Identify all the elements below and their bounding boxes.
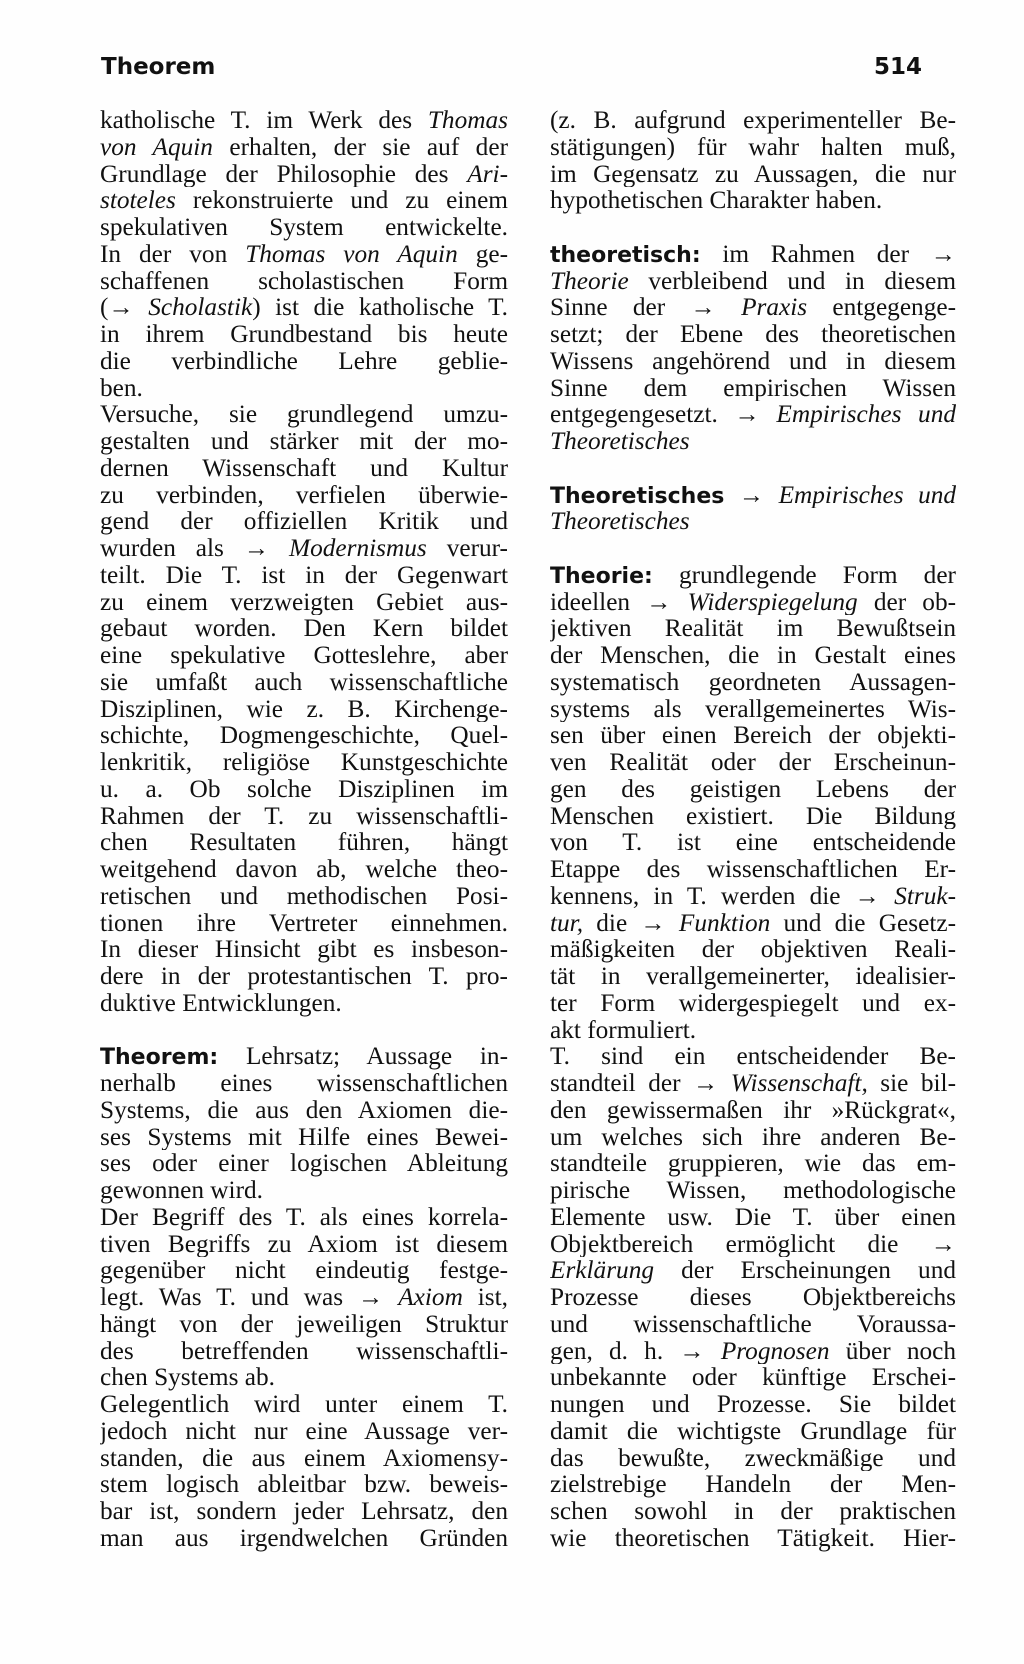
left-column bbox=[100, 107, 508, 1552]
body-text: setzt; der Ebene des theoretischen bbox=[550, 321, 956, 348]
text-line bbox=[100, 107, 508, 134]
body-text: gend der offiziellen Kritik und bbox=[100, 508, 508, 535]
body-text: stätigungen) für wahr halten muß, bbox=[550, 133, 956, 161]
text-line bbox=[100, 749, 508, 776]
body-text: Gelegentlich wird unter einem T. bbox=[100, 1391, 508, 1418]
body-text: das bewußte, zweckmäßige und bbox=[550, 1444, 956, 1472]
cross-reference-term: Empirisches und bbox=[776, 401, 956, 428]
body-text: Lehrsatz; Aussage in- bbox=[218, 1043, 508, 1070]
text-line bbox=[550, 375, 956, 402]
body-text: damit die wichtigste Grundlage für bbox=[550, 1417, 956, 1445]
text-line bbox=[550, 1391, 956, 1418]
body-text: pirische Wissen, methodologische bbox=[550, 1177, 956, 1204]
entry-headword: Theorem: bbox=[100, 1045, 219, 1070]
text-line bbox=[100, 294, 508, 321]
cross-reference-term: Erklärung bbox=[550, 1257, 654, 1284]
cross-reference-term: Scholastik bbox=[148, 294, 253, 321]
text-line bbox=[550, 642, 956, 669]
body-text: ses Systems mit Hilfe eines Bewei- bbox=[100, 1123, 508, 1151]
body-text: den gewissermaßen ihr »Rückgrat«, bbox=[550, 1096, 956, 1124]
cross-reference-term: Modernismus bbox=[289, 535, 427, 562]
body-text bbox=[705, 1338, 721, 1365]
text-line bbox=[550, 1338, 956, 1365]
body-text bbox=[880, 883, 894, 910]
body-text: entgegengesetzt. bbox=[550, 401, 735, 428]
body-text bbox=[269, 535, 289, 562]
text-line bbox=[550, 1177, 956, 1204]
text-line bbox=[550, 963, 956, 990]
body-text: weitgehend davon ab, welche theo- bbox=[100, 856, 508, 883]
text-line bbox=[550, 1498, 956, 1525]
body-text: zu verbinden, verfielen überwie- bbox=[100, 481, 508, 509]
body-text: ideellen bbox=[550, 588, 647, 616]
text-line bbox=[550, 1525, 956, 1552]
body-text: Wissens angehörend und in diesem bbox=[550, 347, 956, 375]
cross-reference-arrow: → bbox=[930, 240, 956, 268]
body-text: hängt von der jeweiligen Struktur bbox=[100, 1310, 508, 1338]
body-text: zielstrebige Handeln der Men- bbox=[550, 1471, 956, 1498]
text-line bbox=[100, 990, 508, 1017]
cross-reference-term: Prognosen bbox=[720, 1337, 830, 1365]
body-text: Der Begriff des T. als eines korrela- bbox=[100, 1203, 508, 1231]
body-text: Elemente usw. Die T. über einen bbox=[550, 1203, 956, 1231]
cross-reference-arrow: → bbox=[690, 294, 716, 321]
body-text: systematisch geordneten Aussagen- bbox=[550, 668, 956, 696]
body-text bbox=[666, 910, 679, 937]
body-text: chen Systems ab. bbox=[100, 1364, 275, 1391]
entry-headword: Theoretisches bbox=[550, 483, 725, 509]
text-line bbox=[550, 134, 956, 161]
text-line bbox=[550, 1204, 956, 1231]
body-text bbox=[134, 294, 148, 321]
body-text: katholische T. im Werk des bbox=[100, 107, 428, 134]
body-text: zu einem verzweigten Gebiet aus- bbox=[100, 588, 508, 616]
text-line bbox=[100, 161, 508, 188]
body-text: dere in der protestantischen T. pro- bbox=[100, 963, 508, 990]
body-text: sie umfaßt auch wissenschaftliche bbox=[100, 668, 508, 696]
body-text: des betreffenden wissenschaftli- bbox=[100, 1337, 508, 1365]
body-text bbox=[716, 294, 741, 321]
text-line bbox=[100, 375, 508, 402]
text-line bbox=[550, 1097, 956, 1124]
body-text: tät in verallgemeinerter, idealisier- bbox=[550, 963, 956, 990]
text-line bbox=[100, 1231, 508, 1258]
body-text: entgegenge- bbox=[807, 294, 956, 321]
text-line bbox=[550, 1231, 956, 1258]
text-line bbox=[100, 669, 508, 696]
body-text: ter Form widergespiegelt und ex- bbox=[550, 989, 956, 1017]
text-line bbox=[550, 562, 956, 589]
text-line bbox=[100, 134, 508, 161]
text-line bbox=[100, 1070, 508, 1097]
body-text: schaffenen scholastischen Form bbox=[100, 267, 508, 295]
text-line bbox=[550, 187, 956, 214]
cross-reference-arrow: → bbox=[854, 882, 880, 910]
text-line bbox=[100, 401, 508, 428]
body-text: mäßigkeiten der objektiven Reali- bbox=[550, 936, 956, 963]
cross-reference-arrow: → bbox=[358, 1284, 384, 1311]
text-line bbox=[550, 348, 956, 375]
body-text: standteil der bbox=[550, 1070, 693, 1097]
text-line bbox=[550, 508, 956, 535]
body-text bbox=[760, 401, 777, 428]
cross-reference-term: Axiom bbox=[398, 1284, 463, 1311]
entry-headword: Theorie: bbox=[550, 563, 653, 589]
body-text: (z. B. aufgrund experimenteller Be- bbox=[550, 107, 956, 134]
text-line bbox=[100, 936, 508, 963]
body-text: Disziplinen, wie z. B. Kirchenge- bbox=[100, 695, 508, 723]
text-line bbox=[550, 589, 956, 616]
body-text: und die Gesetz- bbox=[770, 909, 956, 937]
right-column bbox=[550, 107, 956, 1552]
body-text: sen über einen Bereich der objekti- bbox=[550, 722, 956, 749]
body-text: standteile gruppieren, wie das em- bbox=[550, 1150, 956, 1177]
body-text: chen Resultaten führen, hängt bbox=[100, 829, 508, 856]
text-line bbox=[100, 803, 508, 830]
text-line bbox=[100, 1204, 508, 1231]
body-text: dernen Wissenschaft und Kultur bbox=[100, 454, 508, 482]
body-text: akt formuliert. bbox=[550, 1016, 697, 1044]
body-text: nerhalb eines wissenschaftlichen bbox=[100, 1070, 508, 1097]
entry-separator bbox=[100, 1017, 508, 1044]
text-line bbox=[550, 883, 956, 910]
text-line bbox=[550, 482, 956, 509]
body-text: duktive Entwicklungen. bbox=[100, 989, 342, 1017]
text-line bbox=[550, 1150, 956, 1177]
body-text: tionen ihre Vertreter einnehmen. bbox=[100, 909, 508, 937]
body-text: jektiven Realität im Bewußtsein bbox=[550, 615, 956, 642]
text-line bbox=[100, 187, 508, 214]
body-text: gen, d. h. bbox=[550, 1337, 680, 1365]
body-text: Versuche, sie grundlegend umzu- bbox=[100, 401, 508, 428]
text-line bbox=[550, 1017, 956, 1044]
body-text: im Gegensatz zu Aussagen, die nur bbox=[550, 160, 956, 188]
body-text: schichte, Dogmengeschichte, Quel- bbox=[100, 722, 508, 749]
body-text: man aus irgendwelchen Gründen bbox=[100, 1524, 508, 1552]
body-text: nungen und Prozesse. Sie bildet bbox=[550, 1391, 956, 1418]
text-line bbox=[100, 696, 508, 723]
body-text: ) ist die katholische T. bbox=[252, 294, 508, 321]
text-line bbox=[100, 1498, 508, 1525]
body-text bbox=[718, 1070, 730, 1097]
text-line bbox=[100, 856, 508, 883]
entry-separator bbox=[550, 535, 956, 562]
cross-reference-term: Empirisches und bbox=[778, 481, 956, 509]
cross-reference-arrow: → bbox=[692, 1070, 719, 1097]
body-text: Objektbereich ermöglicht die bbox=[550, 1230, 931, 1258]
body-text: jedoch nicht nur eine Aussage ver- bbox=[100, 1417, 508, 1445]
text-line bbox=[100, 535, 508, 562]
text-line bbox=[550, 241, 956, 268]
text-line bbox=[100, 562, 508, 589]
cross-reference-term: stoteles bbox=[100, 187, 176, 214]
body-text: ist, bbox=[462, 1284, 508, 1311]
body-text: Menschen existiert. Die Bildung bbox=[550, 802, 956, 830]
body-text: hypothetischen Charakter haben. bbox=[550, 187, 883, 214]
body-text: gen des geistigen Lebens der bbox=[550, 775, 956, 803]
body-text: Rahmen der T. zu wissenschaftli- bbox=[100, 802, 508, 830]
text-line bbox=[100, 1177, 508, 1204]
text-line bbox=[550, 669, 956, 696]
cross-reference-term: Theoretisches bbox=[550, 428, 690, 455]
body-text: grundlegende Form der bbox=[652, 561, 956, 589]
cross-reference-arrow: → bbox=[108, 294, 134, 321]
body-text: Sinne der bbox=[550, 294, 691, 321]
cross-reference-term: tur, bbox=[550, 909, 584, 937]
cross-reference-term: Ari- bbox=[467, 160, 508, 188]
body-text: um welches sich ihre anderen Be- bbox=[550, 1123, 956, 1151]
entry-separator bbox=[550, 214, 956, 241]
text-line bbox=[100, 829, 508, 856]
text-line bbox=[550, 722, 956, 749]
text-line bbox=[100, 428, 508, 455]
text-line bbox=[550, 1257, 956, 1284]
text-line bbox=[550, 1418, 956, 1445]
text-line bbox=[550, 1471, 956, 1498]
body-text: bar ist, sondern jeder Lehrsatz, den bbox=[100, 1498, 508, 1525]
body-text: In dieser Hinsicht gibt es insbeson- bbox=[100, 936, 508, 963]
body-text: ben. bbox=[100, 374, 143, 402]
cross-reference-term: Funktion bbox=[678, 909, 771, 937]
body-text: standen, die aus einem Axiomensy- bbox=[100, 1444, 508, 1472]
body-text bbox=[764, 482, 778, 509]
text-line bbox=[100, 455, 508, 482]
cross-reference-arrow: → bbox=[646, 588, 672, 616]
body-text: wurden als bbox=[100, 535, 244, 562]
body-text: ge- bbox=[457, 240, 508, 268]
cross-reference-arrow: → bbox=[679, 1337, 705, 1365]
text-line bbox=[550, 1364, 956, 1391]
body-text: verur- bbox=[426, 535, 508, 562]
body-text: die verbindliche Lehre geblie- bbox=[100, 347, 508, 375]
text-line bbox=[550, 936, 956, 963]
text-line bbox=[550, 829, 956, 856]
body-text: Etappe des wissenschaftlichen Er- bbox=[550, 856, 956, 883]
text-line bbox=[100, 482, 508, 509]
text-line bbox=[100, 241, 508, 268]
body-text bbox=[724, 482, 738, 509]
body-text: die bbox=[583, 909, 641, 937]
body-text: stem logisch ableitbar bzw. beweis- bbox=[100, 1471, 508, 1498]
body-text: gebaut worden. Den Kern bildet bbox=[100, 615, 508, 642]
text-line bbox=[100, 1284, 508, 1311]
text-line bbox=[100, 1043, 508, 1070]
body-text: der Erscheinungen und bbox=[654, 1257, 956, 1284]
body-text: In der von bbox=[100, 240, 246, 268]
text-line bbox=[550, 428, 956, 455]
body-text: T. sind ein entscheidender Be- bbox=[550, 1043, 956, 1070]
text-line bbox=[100, 615, 508, 642]
text-line bbox=[100, 1124, 508, 1151]
body-text: kennens, in T. werden die bbox=[550, 882, 855, 910]
body-text: im Rahmen der bbox=[700, 240, 931, 268]
text-line bbox=[100, 1097, 508, 1124]
text-line bbox=[550, 1445, 956, 1472]
body-text: systems als verallgemeinertes Wis- bbox=[550, 695, 956, 723]
text-line bbox=[100, 1525, 508, 1552]
cross-reference-term: Thomas bbox=[427, 107, 508, 134]
text-line bbox=[550, 776, 956, 803]
body-text: retischen und methodischen Posi- bbox=[100, 882, 508, 910]
body-text: sie bil- bbox=[867, 1070, 956, 1097]
text-line bbox=[100, 1311, 508, 1338]
cross-reference-arrow: → bbox=[734, 401, 760, 428]
text-line bbox=[550, 1070, 956, 1097]
cross-reference-term: Wissenschaft, bbox=[730, 1070, 868, 1097]
text-line bbox=[100, 642, 508, 669]
text-line bbox=[550, 161, 956, 188]
cross-reference-term: Theoretisches bbox=[550, 508, 690, 535]
body-text: erhalten, der sie auf der bbox=[212, 133, 508, 161]
body-text: tiven Begriffs zu Axiom ist diesem bbox=[100, 1230, 508, 1258]
text-line bbox=[100, 1364, 508, 1391]
body-text: gestalten und stärker mit der mo- bbox=[100, 428, 508, 455]
body-text: rekonstruierte und zu einem bbox=[175, 187, 508, 214]
body-text: spekulativen System entwickelte. bbox=[100, 214, 508, 241]
text-line bbox=[100, 776, 508, 803]
text-line bbox=[100, 910, 508, 937]
body-text: Grundlage der Philosophie des bbox=[100, 160, 468, 188]
cross-reference-term: Struk- bbox=[894, 882, 956, 910]
cross-reference-term: Widerspiegelung bbox=[687, 588, 858, 616]
body-text: gewonnen wird. bbox=[100, 1177, 263, 1204]
body-text: ( bbox=[100, 294, 109, 321]
text-line bbox=[550, 107, 956, 134]
text-line bbox=[550, 294, 956, 321]
text-line bbox=[550, 856, 956, 883]
text-line bbox=[550, 615, 956, 642]
body-text: unbekannte oder künftige Erschei- bbox=[550, 1364, 956, 1391]
text-line bbox=[100, 508, 508, 535]
body-text: der Menschen, die in Gestalt eines bbox=[550, 642, 956, 669]
cross-reference-arrow: → bbox=[738, 481, 765, 509]
cross-reference-arrow: → bbox=[930, 1230, 956, 1258]
text-line bbox=[100, 722, 508, 749]
text-line bbox=[100, 1257, 508, 1284]
text-line bbox=[550, 321, 956, 348]
text-line bbox=[100, 1150, 508, 1177]
body-text: und wissenschaftliche Voraussa- bbox=[550, 1310, 956, 1338]
body-text: über noch bbox=[829, 1337, 956, 1365]
text-line bbox=[100, 963, 508, 990]
text-line bbox=[550, 401, 956, 428]
body-text: Systems, die aus den Axiomen die- bbox=[100, 1096, 508, 1124]
body-text: Prozesse dieses Objektbereichs bbox=[550, 1284, 956, 1311]
body-text: eine spekulative Gotteslehre, aber bbox=[100, 642, 508, 669]
body-text: verbleibend und in diesem bbox=[628, 267, 956, 295]
text-line bbox=[550, 749, 956, 776]
cross-reference-arrow: → bbox=[243, 535, 270, 562]
text-line bbox=[550, 268, 956, 295]
cross-reference-term: Praxis bbox=[741, 294, 808, 321]
text-line bbox=[100, 883, 508, 910]
text-line bbox=[100, 1471, 508, 1498]
cross-reference-term: Theorie bbox=[550, 267, 629, 295]
entry-separator bbox=[550, 455, 956, 482]
cross-reference-term: von Aquin bbox=[100, 133, 213, 161]
body-text bbox=[383, 1284, 398, 1311]
running-head: Theorem bbox=[101, 54, 216, 80]
body-text: ses oder einer logischen Ableitung bbox=[100, 1150, 508, 1177]
text-line bbox=[550, 1124, 956, 1151]
body-text: gegenüber nicht eindeutig festge- bbox=[100, 1257, 508, 1284]
text-line bbox=[100, 1391, 508, 1418]
text-line bbox=[550, 910, 956, 937]
body-text: u. a. Ob solche Disziplinen im bbox=[100, 775, 508, 803]
text-line bbox=[100, 1338, 508, 1365]
text-line bbox=[100, 268, 508, 295]
entry-headword: theoretisch: bbox=[550, 242, 701, 268]
text-line bbox=[550, 1311, 956, 1338]
text-line bbox=[100, 214, 508, 241]
body-text: teilt. Die T. ist in der Gegenwart bbox=[100, 561, 508, 589]
text-line bbox=[550, 696, 956, 723]
page-number: 514 bbox=[873, 54, 922, 80]
text-line bbox=[550, 990, 956, 1017]
text-line bbox=[100, 589, 508, 616]
body-text: in ihrem Grundbestand bis heute bbox=[100, 321, 508, 348]
body-text: legt. Was T. und was bbox=[100, 1284, 358, 1311]
body-text: ven Realität oder der Erscheinun- bbox=[550, 749, 956, 776]
cross-reference-arrow: → bbox=[640, 909, 666, 937]
body-text: Sinne dem empirischen Wissen bbox=[550, 374, 956, 402]
body-text bbox=[672, 589, 688, 616]
body-text: lenkritik, religiöse Kunstgeschichte bbox=[100, 749, 508, 776]
text-line bbox=[100, 1418, 508, 1445]
text-line bbox=[550, 1043, 956, 1070]
body-text: von T. ist eine entscheidende bbox=[550, 829, 956, 856]
cross-reference-term: Thomas von Aquin bbox=[245, 240, 458, 268]
text-line bbox=[550, 1284, 956, 1311]
body-text: wie theoretischen Tätigkeit. Hier- bbox=[550, 1524, 956, 1552]
body-text: der ob- bbox=[857, 588, 956, 616]
text-line bbox=[100, 348, 508, 375]
body-text: schen sowohl in der praktischen bbox=[550, 1498, 956, 1525]
text-line bbox=[100, 321, 508, 348]
text-line bbox=[100, 1445, 508, 1472]
text-line bbox=[550, 803, 956, 830]
